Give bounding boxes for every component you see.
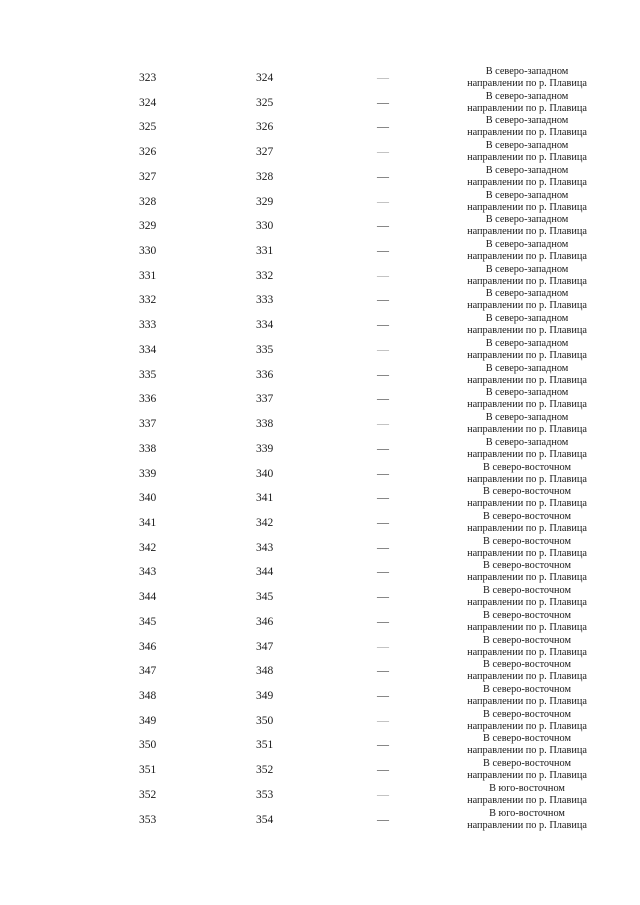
dash-mark: —	[377, 416, 389, 431]
direction-description	[452, 536, 602, 560]
direction-description	[452, 659, 602, 683]
point-from: 328	[139, 195, 157, 208]
direction-line-1: В юго-восточном	[489, 807, 565, 819]
direction-line-2: направлении по р. Плавица	[467, 152, 587, 164]
direction-line-1: В северо-западном	[485, 387, 569, 399]
direction-description	[452, 585, 602, 609]
direction-line-1: В северо-восточном	[483, 560, 571, 572]
direction-description	[452, 709, 602, 733]
direction-description	[452, 165, 602, 189]
point-to: 342	[256, 516, 274, 529]
dash-mark: —	[377, 613, 389, 628]
point-from: 330	[139, 245, 157, 258]
direction-line-1: В северо-западном	[485, 189, 569, 201]
point-from: 353	[139, 813, 157, 826]
point-from: 329	[139, 220, 157, 233]
direction-line-1: В северо-восточном	[483, 634, 571, 646]
dash-mark: —	[377, 687, 389, 702]
table-row	[0, 486, 640, 511]
dash-mark: —	[377, 243, 389, 258]
direction-line-1: В северо-западном	[485, 263, 569, 275]
point-from: 327	[139, 170, 157, 183]
direction-description	[452, 412, 602, 436]
table-row	[0, 190, 640, 215]
direction-description	[452, 140, 602, 164]
point-from: 336	[139, 393, 157, 406]
direction-line-2: направлении по р. Плавица	[467, 547, 587, 559]
direction-line-2: направлении по р. Плавица	[467, 275, 587, 287]
table-row	[0, 66, 640, 91]
point-to: 324	[256, 72, 274, 84]
dash-mark: —	[377, 712, 389, 727]
direction-description	[452, 733, 602, 757]
point-to: 333	[256, 294, 274, 307]
dash-mark: —	[377, 168, 389, 183]
direction-description	[452, 288, 602, 312]
table-row	[0, 140, 640, 165]
dash-mark: —	[377, 119, 389, 134]
table-row	[0, 313, 640, 338]
direction-description	[452, 635, 602, 659]
table-row	[0, 536, 640, 561]
point-to: 325	[256, 96, 274, 109]
point-from: 323	[139, 72, 157, 84]
direction-description	[452, 190, 602, 214]
dash-mark: —	[377, 440, 389, 455]
dash-mark: —	[377, 391, 389, 406]
table-row	[0, 560, 640, 585]
point-to: 338	[256, 418, 274, 431]
point-from: 332	[139, 294, 157, 307]
point-from: 325	[139, 121, 157, 134]
point-to: 347	[256, 640, 274, 653]
direction-line-1: В северо-западном	[485, 436, 569, 448]
direction-line-1: В северо-восточном	[483, 733, 571, 745]
point-from: 347	[139, 665, 157, 678]
direction-description	[452, 437, 602, 461]
dash-mark: —	[377, 564, 389, 579]
dash-mark: —	[377, 70, 389, 84]
direction-line-2: направлении по р. Плавица	[467, 621, 587, 633]
direction-description	[452, 264, 602, 288]
point-to: 329	[256, 195, 274, 208]
direction-description	[452, 758, 602, 782]
direction-line-1: В северо-восточном	[483, 683, 571, 695]
dash-mark: —	[377, 317, 389, 332]
direction-line-1: В северо-восточном	[483, 461, 571, 473]
point-from: 343	[139, 566, 157, 579]
point-to: 341	[256, 492, 274, 505]
direction-line-2: направлении по р. Плавица	[467, 597, 587, 609]
table-row	[0, 165, 640, 190]
table-row	[0, 733, 640, 758]
direction-line-1: В северо-западном	[485, 164, 569, 176]
dash-mark: —	[377, 589, 389, 604]
direction-line-2: направлении по р. Плавица	[467, 226, 587, 238]
point-to: 343	[256, 541, 274, 554]
direction-line-1: В северо-западном	[485, 313, 569, 325]
direction-line-2: направлении по р. Плавица	[467, 522, 587, 534]
direction-line-2: направлении по р. Плавица	[467, 251, 587, 263]
direction-line-2: направлении по р. Плавица	[467, 78, 587, 89]
boundary-table	[0, 66, 640, 832]
point-to: 350	[256, 714, 274, 727]
point-to: 345	[256, 591, 274, 604]
direction-line-2: направлении по р. Плавица	[467, 176, 587, 188]
direction-line-2: направлении по р. Плавица	[467, 819, 587, 831]
table-row	[0, 91, 640, 116]
point-to: 336	[256, 368, 274, 381]
table-row	[0, 239, 640, 264]
point-from: 338	[139, 442, 157, 455]
direction-line-1: В северо-западном	[485, 337, 569, 349]
point-from: 331	[139, 269, 157, 282]
point-to: 328	[256, 170, 274, 183]
direction-description	[452, 684, 602, 708]
direction-description	[452, 239, 602, 263]
point-from: 345	[139, 615, 157, 628]
table-row	[0, 783, 640, 808]
direction-line-1: В северо-восточном	[483, 486, 571, 498]
direction-line-2: направлении по р. Плавица	[467, 102, 587, 114]
point-to: 334	[256, 319, 274, 332]
point-from: 324	[139, 96, 157, 109]
direction-line-2: направлении по р. Плавица	[467, 201, 587, 213]
point-from: 339	[139, 467, 157, 480]
point-from: 337	[139, 418, 157, 431]
direction-line-2: направлении по р. Плавица	[467, 695, 587, 707]
direction-line-2: направлении по р. Плавица	[467, 794, 587, 806]
table-row	[0, 363, 640, 388]
dash-mark: —	[377, 663, 389, 678]
dash-mark: —	[377, 366, 389, 381]
direction-line-1: В северо-восточном	[483, 708, 571, 720]
point-from: 348	[139, 689, 157, 702]
table-row	[0, 808, 640, 833]
point-to: 337	[256, 393, 274, 406]
direction-description	[452, 91, 602, 115]
direction-line-1: В северо-восточном	[483, 585, 571, 597]
point-to: 349	[256, 689, 274, 702]
table-row	[0, 462, 640, 487]
point-from: 342	[139, 541, 157, 554]
dash-mark: —	[377, 341, 389, 356]
direction-line-2: направлении по р. Плавица	[467, 399, 587, 411]
direction-line-1: В северо-западном	[485, 362, 569, 374]
table-row	[0, 635, 640, 660]
point-to: 340	[256, 467, 274, 480]
direction-line-1: В северо-восточном	[483, 510, 571, 522]
dash-mark: —	[377, 193, 389, 208]
table-row	[0, 437, 640, 462]
direction-line-2: направлении по р. Плавица	[467, 770, 587, 782]
table-row	[0, 684, 640, 709]
direction-line-1: В северо-западном	[485, 140, 569, 152]
direction-line-1: В северо-западном	[485, 90, 569, 102]
direction-line-2: направлении по р. Плавица	[467, 349, 587, 361]
point-from: 341	[139, 516, 157, 529]
direction-line-1: В юго-восточном	[489, 782, 565, 794]
direction-description	[452, 560, 602, 584]
dash-mark: —	[377, 514, 389, 529]
point-from: 350	[139, 739, 157, 752]
direction-line-1: В северо-западном	[485, 214, 569, 226]
direction-description	[452, 387, 602, 411]
direction-line-2: направлении по р. Плавица	[467, 325, 587, 337]
point-to: 326	[256, 121, 274, 134]
table-row	[0, 387, 640, 412]
dash-mark: —	[377, 465, 389, 480]
direction-line-1: В северо-восточном	[483, 535, 571, 547]
table-row	[0, 412, 640, 437]
point-from: 344	[139, 591, 157, 604]
point-from: 351	[139, 764, 157, 777]
direction-line-2: направлении по р. Плавица	[467, 374, 587, 386]
point-from: 333	[139, 319, 157, 332]
direction-description	[452, 313, 602, 337]
point-from: 334	[139, 343, 157, 356]
direction-description	[452, 462, 602, 486]
point-to: 344	[256, 566, 274, 579]
point-from: 349	[139, 714, 157, 727]
table-row	[0, 115, 640, 140]
direction-description	[452, 363, 602, 387]
dash-mark: —	[377, 762, 389, 777]
table-row	[0, 610, 640, 635]
direction-line-2: направлении по р. Плавица	[467, 127, 587, 139]
dash-mark: —	[377, 144, 389, 159]
point-from: 352	[139, 788, 157, 801]
table-row	[0, 659, 640, 684]
point-to: 330	[256, 220, 274, 233]
direction-line-1: В северо-восточном	[483, 758, 571, 770]
direction-line-1: В северо-восточном	[483, 609, 571, 621]
dash-mark: —	[377, 786, 389, 801]
direction-description	[452, 214, 602, 238]
direction-line-1: В северо-восточном	[483, 659, 571, 671]
point-to: 354	[256, 813, 274, 826]
point-from: 326	[139, 146, 157, 159]
direction-line-2: направлении по р. Плавица	[467, 300, 587, 312]
dash-mark: —	[377, 267, 389, 282]
point-to: 332	[256, 269, 274, 282]
direction-line-2: направлении по р. Плавица	[467, 424, 587, 436]
direction-line-1: В северо-западном	[485, 115, 569, 127]
direction-line-1: В северо-западном	[485, 288, 569, 300]
direction-description	[452, 338, 602, 362]
point-from: 340	[139, 492, 157, 505]
table-row	[0, 709, 640, 734]
point-to: 335	[256, 343, 274, 356]
point-to: 348	[256, 665, 274, 678]
direction-line-1: В северо-западном	[485, 239, 569, 251]
table-row	[0, 338, 640, 363]
direction-description	[452, 486, 602, 510]
point-to: 339	[256, 442, 274, 455]
dash-mark: —	[377, 539, 389, 554]
direction-description	[452, 610, 602, 634]
direction-description	[452, 783, 602, 807]
point-from: 346	[139, 640, 157, 653]
point-to: 327	[256, 146, 274, 159]
table-row	[0, 758, 640, 783]
table-row	[0, 214, 640, 239]
dash-mark: —	[377, 638, 389, 653]
point-to: 346	[256, 615, 274, 628]
direction-line-2: направлении по р. Плавица	[467, 720, 587, 732]
point-from: 335	[139, 368, 157, 381]
dash-mark: —	[377, 490, 389, 505]
direction-line-1: В северо-западном	[485, 66, 569, 77]
dash-mark: —	[377, 811, 389, 826]
direction-line-2: направлении по р. Плавица	[467, 448, 587, 460]
table-row	[0, 288, 640, 313]
dash-mark: —	[377, 737, 389, 752]
point-to: 331	[256, 245, 274, 258]
direction-line-2: направлении по р. Плавица	[467, 671, 587, 683]
direction-line-2: направлении по р. Плавица	[467, 646, 587, 658]
table-row	[0, 511, 640, 536]
dash-mark: —	[377, 218, 389, 233]
dash-mark: —	[377, 94, 389, 109]
point-to: 353	[256, 788, 274, 801]
direction-description	[452, 66, 602, 90]
direction-description	[452, 511, 602, 535]
direction-line-2: направлении по р. Плавица	[467, 745, 587, 757]
direction-line-1: В северо-западном	[485, 412, 569, 424]
table-row	[0, 264, 640, 289]
direction-line-2: направлении по р. Плавица	[467, 498, 587, 510]
point-to: 352	[256, 764, 274, 777]
point-to: 351	[256, 739, 274, 752]
direction-description	[452, 115, 602, 139]
dash-mark: —	[377, 292, 389, 307]
direction-description	[452, 808, 602, 832]
direction-line-2: направлении по р. Плавица	[467, 473, 587, 485]
table-row	[0, 585, 640, 610]
direction-line-2: направлении по р. Плавица	[467, 572, 587, 584]
